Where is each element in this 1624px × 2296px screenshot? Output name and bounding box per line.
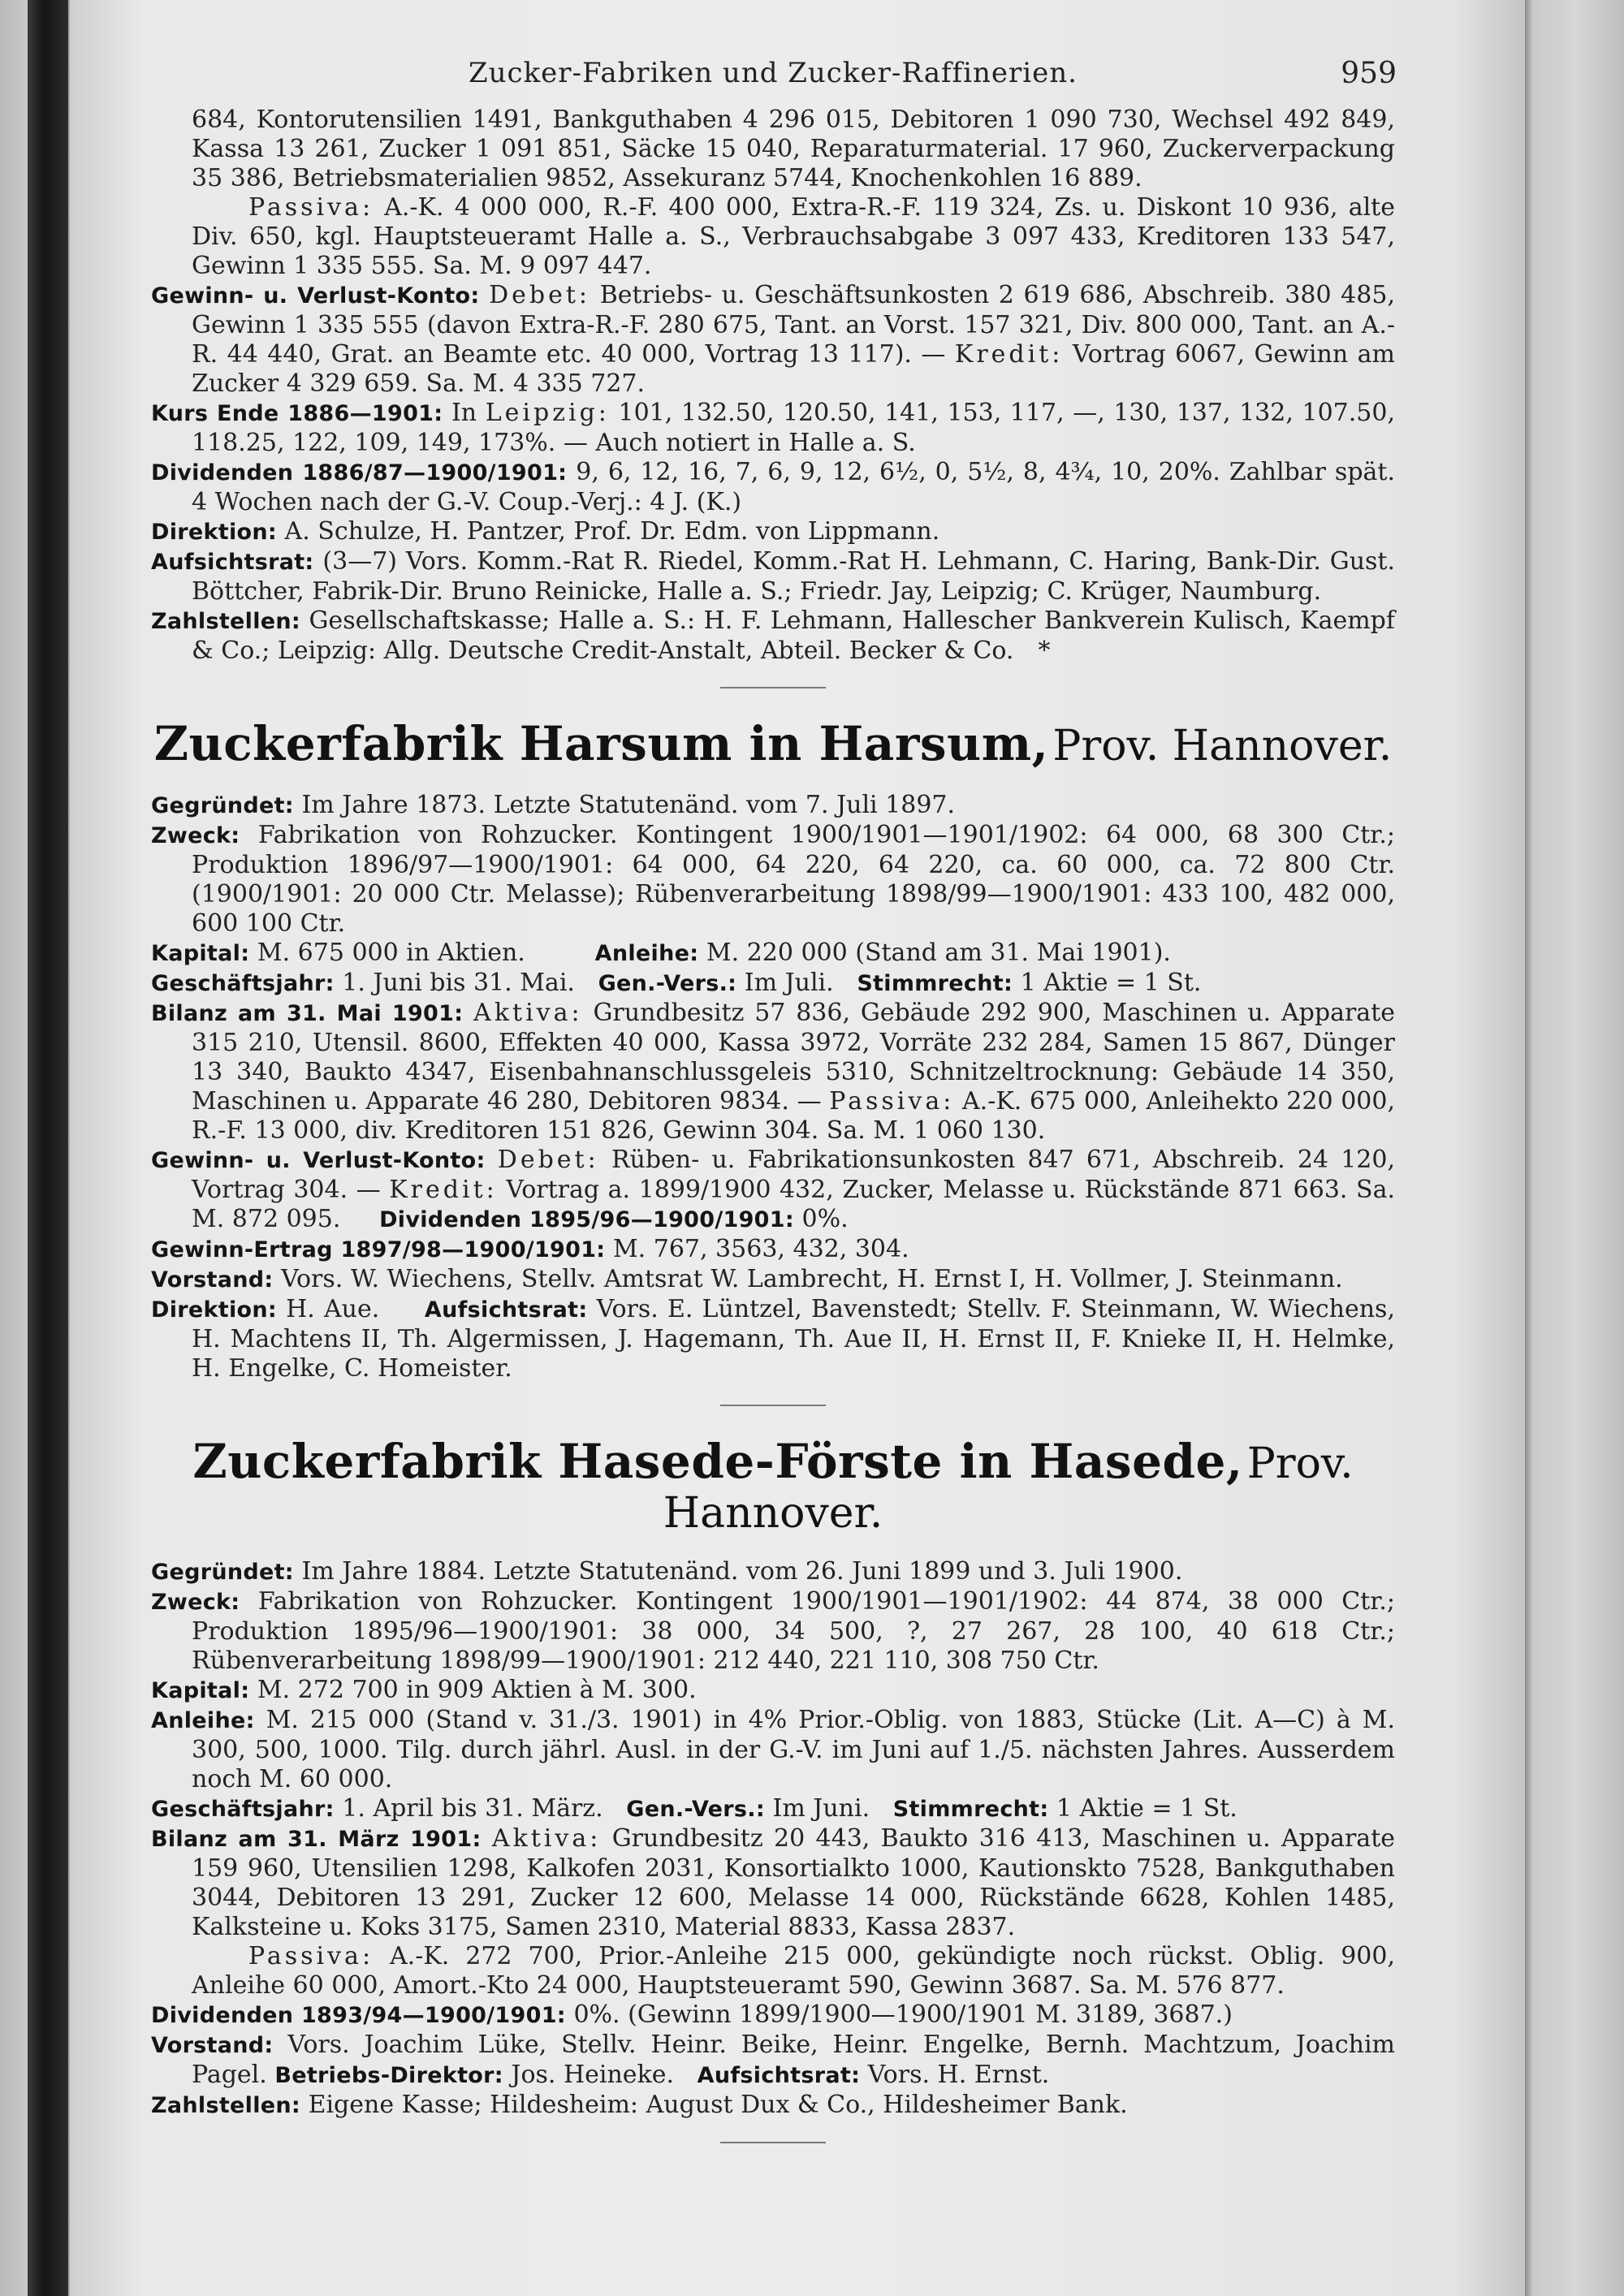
aufsichtsrat-line [151,547,1395,606]
guv-debet-text: Betriebs- u. Geschäftsunkosten 2 619 686, Abschreib. 380 485, Gewinn 1 335 555 (davon Extra-R.-F. 280 675, Tant. an Vorst. 157 321, Div. 800 000, Tant. an A.-R. 44 440, Grat. an Beamte etc. 40 000, Vortrag 13 117). — [192,281,1395,369]
dividenden-text: 0%. (Gewinn 1899/1900—1900/1901 M. 3189, 3687.) [573,2000,1233,2029]
kredit-label: Kredit: [389,1176,498,1204]
geschaeftsjahr-line [151,969,1395,999]
aktiva-label: Aktiva: [491,1824,602,1853]
geschaeftsjahr-text: 1. April bis 31. März. [342,1794,603,1823]
guv-label: Gewinn- u. Verlust-Konto: [151,283,480,309]
section-divider [720,2142,826,2143]
guv-debet-text: Rüben- u. Fabrikationsunkosten 847 671, Abschreib. 24 120, Vortrag 304. — [192,1146,1395,1204]
running-head [151,57,1395,106]
right-page-edge [1525,0,1624,2296]
company-name: Zuckerfabrik Harsum in Harsum, [153,716,1049,771]
company-province: Prov. Hannover. [663,1439,1354,1538]
geschaeftsjahr-label: Geschäftsjahr: [151,971,335,996]
aufsichtsrat-text: Vors. H. Ernst. [867,2061,1050,2089]
zweck-line [151,821,1395,939]
section-divider [720,687,826,688]
debet-label: Debet: [489,281,591,309]
kurs-label: Kurs Ende 1886—1901: [151,401,443,426]
dividenden-line [151,2000,1395,2031]
guv-line [151,1146,1395,1235]
gegruendet-line [151,791,1395,821]
kurs-place: Leipzig: [485,399,610,427]
stimmrecht-label: Stimmrecht: [857,971,1013,996]
passiva-label: Passiva: [248,193,374,222]
kapital-text: M. 675 000 in Aktien. [257,939,525,967]
company-heading-hasede [151,1434,1395,1538]
bilanz-line [151,1824,1395,1942]
page-number: 959 [1341,57,1397,90]
gewinn-ertrag-label: Gewinn-Ertrag 1897/98—1900/1901: [151,1237,606,1262]
direktion-label: Direktion: [151,1297,277,1323]
bilanz-label: Bilanz am 31. März 1901: [151,1827,482,1852]
gegruendet-text: Im Jahre 1873. Letzte Statutenänd. vom 7. Juli 1897. [301,791,956,819]
gen-vers-text: Im Juli. [744,969,834,997]
aufsichtsrat-label: Aufsichtsrat: [151,550,314,575]
betriebs-direktor-label: Betriebs-Direktor: [274,2063,503,2088]
vorstand-label: Vorstand: [151,1267,274,1293]
running-title: Zucker-Fabriken und Zucker-Raffinerien. [469,57,1078,89]
zweck-text: Fabrikation von Rohzucker. Kontingent 1900/1901—1901/1902: 64 000, 68 300 Ctr.; Produktion 1896/97—1900/1901: 64 000, 64 220, 64 220, ca. 60 000, ca. 72 800 Ctr. (1900/1901: 20 000 Ctr. Melasse); Rübenverarbeitung 1898/99—1900/1901: 433 100, 482 000, 600 100 Ctr. [192,821,1395,938]
direktion-line [151,1295,1395,1383]
kurs-in: In [451,399,477,427]
zweck-text: Fabrikation von Rohzucker. Kontingent 1900/1901—1901/1902: 44 874, 38 000 Ctr.; Produktion 1895/96—1900/1901: 38 000, 34 500, ?, 27 267, 28 100, 40 618 Ctr.; Rübenverarbeitung 1898/99—1900/1901: 212 440, 221 110, 308 750 Ctr. [192,1587,1395,1675]
zahlstellen-text: Eigene Kasse; Hildesheim: August Dux & Co., Hildesheimer Bank. [308,2091,1128,2119]
aufsichtsrat-text: (3—7) Vors. Komm.-Rat R. Riedel, Komm.-Rat H. Lehmann, C. Haring, Bank-Dir. Gust. Böttcher, Fabrik-Dir. Bruno Reinicke, Halle a. S.; Friedr. Jay, Leipzig; C. Krüger, Naumburg. [192,547,1395,606]
end-star: * [1038,637,1051,665]
guv-kredit-text: Vortrag 6067, Gewinn am Zucker 4 329 659. Sa. M. 4 335 727. [192,340,1395,398]
section-divider [720,1405,826,1406]
dividenden-label: Dividenden 1886/87—1900/1901: [151,460,568,486]
zahlstellen-text: Gesellschaftskasse; Halle a. S.: H. F. Lehmann, Hallescher Bankverein Kulisch, Kaempf & Co.; Leipzig: Allg. Deutsche Credit-Anstalt, Abteil. Becker & Co. [192,606,1395,665]
zahlstellen-line [151,2091,1395,2121]
company-heading-harsum [151,716,1395,771]
aktiva-label: Aktiva: [473,999,583,1027]
passiva-label: Passiva: [829,1087,955,1116]
geschaeftsjahr-label: Geschäftsjahr: [151,1797,335,1822]
bilanz-label: Bilanz am 31. Mai 1901: [151,1001,464,1026]
passiva-text: A.-K. 4 000 000, R.-F. 400 000, Extra-R.-F. 119 324, Zs. u. Diskont 10 936, alte Div. 650, kgl. Hauptsteueramt Halle a. S., Verbrauchsabgabe 3 097 433, Kreditoren 133 547, Gewinn 1 335 555. Sa. M. 9 097 447. [192,193,1395,280]
book-spine [28,0,68,2296]
company-province: Prov. Hannover. [1052,722,1393,770]
gegruendet-text: Im Jahre 1884. Letzte Statutenänd. vom 26. Juni 1899 und 3. Juli 1900. [301,1557,1183,1586]
passiva-label: Passiva: [248,1942,374,1970]
gen-vers-text: Im Juni. [772,1794,870,1823]
bilanz-continuation-text: 684, Kontorutensilien 1491, Bankguthaben 4 296 015, Debitoren 1 090 730, Wechsel 492 849, Kassa 13 261, Zucker 1 091 851, Säcke 15 040, Reparaturmaterial. 17 960, Zuckerverpackung 35 386, Betriebsmaterialien 9852, Assekuranz 5744, Knochenkohlen 16 889. [192,106,1395,192]
zahlstellen-label: Zahlstellen: [151,2093,301,2118]
kredit-label: Kredit: [954,340,1064,369]
document-page [70,0,1525,2296]
passiva-line [151,193,1395,281]
stimmrecht-label: Stimmrecht: [892,1797,1049,1822]
zahlstellen-label: Zahlstellen: [151,609,301,634]
gewinn-ertrag-text: M. 767, 3563, 432, 304. [612,1235,909,1263]
dividenden-text: 9, 6, 12, 16, 7, 6, 9, 12, 6½, 0, 5½, 8, 4¾, 10, 20%. Zahlbar spät. 4 Wochen nach der G.-V. Coup.-Verj.: 4 J. (K.) [192,458,1395,516]
zahlstellen-line [151,606,1395,666]
aufsichtsrat-label: Aufsichtsrat: [697,2063,861,2088]
aktiva-text: Grundbesitz 57 836, Gebäude 292 900, Maschinen u. Apparate 315 210, Utensil. 8600, Effekten 40 000, Kassa 3972, Vorräte 232 284, Samen 15 867, Dünger 13 340, Baukto 4347, Eisenbahnanschlussgeleis 5310, Schnitzeltrocknung: Gebäude 14 350, Maschinen u. Apparate 46 280, Debitoren 9834. — [192,999,1396,1116]
passiva-text: A.-K. 675 000, Anleihekto 220 000, R.-F. 13 000, div. Kreditoren 151 826, Gewinn 304. Sa. M. 1 060 130. [192,1087,1396,1145]
gen-vers-label: Gen.-Vers.: [626,1797,765,1822]
kapital-label: Kapital: [151,1678,250,1703]
anleihe-text: M. 215 000 (Stand v. 31./3. 1901) in 4% Prior.-Oblig. von 1883, Stücke (Lit. A—C) à M. 300, 500, 1000. Tilg. durch jährl. Ausl. in der G.-V. im Juni auf 1./5. nächsten Jahres. Ausserdem noch M. 60 000. [192,1706,1395,1793]
vorstand-text: Vors. Joachim Lüke, Stellv. Heinr. Beike, Heinr. Engelke, Bernh. Machtzum, Joachim Pagel. [192,2031,1395,2089]
stimmrecht-text: 1 Aktie = 1 St. [1020,969,1202,997]
zweck-label: Zweck: [151,823,240,848]
stimmrecht-text: 1 Aktie = 1 St. [1056,1794,1237,1823]
kurs-text: 101, 132.50, 120.50, 141, 153, 117, —, 130, 137, 132, 107.50, 118.25, 122, 109, 149, 173%. — Auch notiert in Halle a. S. [192,399,1395,457]
gewinn-ertrag-line [151,1235,1395,1265]
gegruendet-line [151,1557,1395,1587]
kapital-line [151,1676,1395,1706]
gen-vers-label: Gen.-Vers.: [598,971,737,996]
bilanz-continuation [151,106,1395,193]
company-name: Zuckerfabrik Hasede-Förste in Hasede, [192,1434,1243,1489]
gegruendet-label: Gegründet: [151,1560,294,1585]
direktion-text: A. Schulze, H. Pantzer, Prof. Dr. Edm. von Lippmann. [284,517,940,546]
zweck-label: Zweck: [151,1590,240,1615]
aktiva-text: Grundbesitz 20 443, Baukto 316 413, Maschinen u. Apparate 159 960, Utensilien 1298, Kalkofen 2031, Konsortialkto 1000, Kautionskto 7528, Bankguthaben 3044, Debitoren 13 291, Zucker 12 600, Melasse 14 000, Rückstände 6628, Kohlen 1485, Kalksteine u. Koks 3175, Samen 2310, Material 8833, Kassa 2837. [192,1824,1395,1941]
guv-kredit-text: Vortrag a. 1899/1900 432, Zucker, Melasse u. Rückstände 871 663. Sa. M. 872 095. [192,1176,1395,1233]
anleihe-text: M. 220 000 (Stand am 31. Mai 1901). [706,939,1171,967]
vorstand-line [151,2031,1395,2091]
kapital-label: Kapital: [151,941,250,966]
vorstand-text: Vors. W. Wiechens, Stellv. Amtsrat W. Lambrecht, H. Ernst I, H. Vollmer, J. Steinmann. [281,1265,1343,1293]
company-entry-harsum [151,716,1395,1383]
dividenden-text: 0%. [801,1205,849,1233]
anleihe-line [151,1706,1395,1794]
anleihe-label: Anleihe: [594,941,699,966]
direktion-line [151,517,1395,547]
guv-line [151,281,1395,399]
previous-company-entry [151,106,1395,666]
vorstand-line [151,1265,1395,1295]
kurs-line [151,399,1395,458]
debet-label: Debet: [497,1146,599,1174]
dividenden-line [151,458,1395,517]
guv-label: Gewinn- u. Verlust-Konto: [151,1148,486,1173]
geschaeftsjahr-line [151,1794,1395,1824]
company-entry-hasede [151,1434,1395,2121]
kapital-line [151,939,1395,969]
direktion-text: H. Aue. [286,1295,380,1323]
dividenden-label: Dividenden 1893/94—1900/1901: [151,2003,566,2028]
dividenden-label: Dividenden 1895/96—1900/1901: [379,1207,794,1232]
anleihe-label: Anleihe: [151,1708,255,1733]
kapital-text: M. 272 700 in 909 Aktien à M. 300. [257,1676,697,1704]
aufsichtsrat-label: Aufsichtsrat: [424,1297,588,1323]
zweck-line [151,1587,1395,1676]
gegruendet-label: Gegründet: [151,793,294,818]
vorstand-label: Vorstand: [151,2033,274,2058]
geschaeftsjahr-text: 1. Juni bis 31. Mai. [342,969,575,997]
betriebs-direktor-text: Jos. Heineke. [511,2061,675,2089]
passiva-line [151,1942,1395,2000]
aufsichtsrat-text: Vors. E. Lüntzel, Bavenstedt; Stellv. F. Steinmann, W. Wiechens, H. Machtens II, Th. Algermissen, J. Hagemann, Th. Aue II, H. Ernst II, F. Knieke II, H. Helmke, H. Engelke, C. Homeister. [192,1295,1395,1383]
bilanz-line [151,999,1395,1146]
passiva-text: A.-K. 272 700, Prior.-Anleihe 215 000, gekündigte noch rückst. Oblig. 900, Anleihe 60 000, Amort.-Kto 24 000, Hauptsteueramt 590, Gewinn 3687. Sa. M. 576 877. [192,1942,1395,2000]
direktion-label: Direktion: [151,520,277,545]
